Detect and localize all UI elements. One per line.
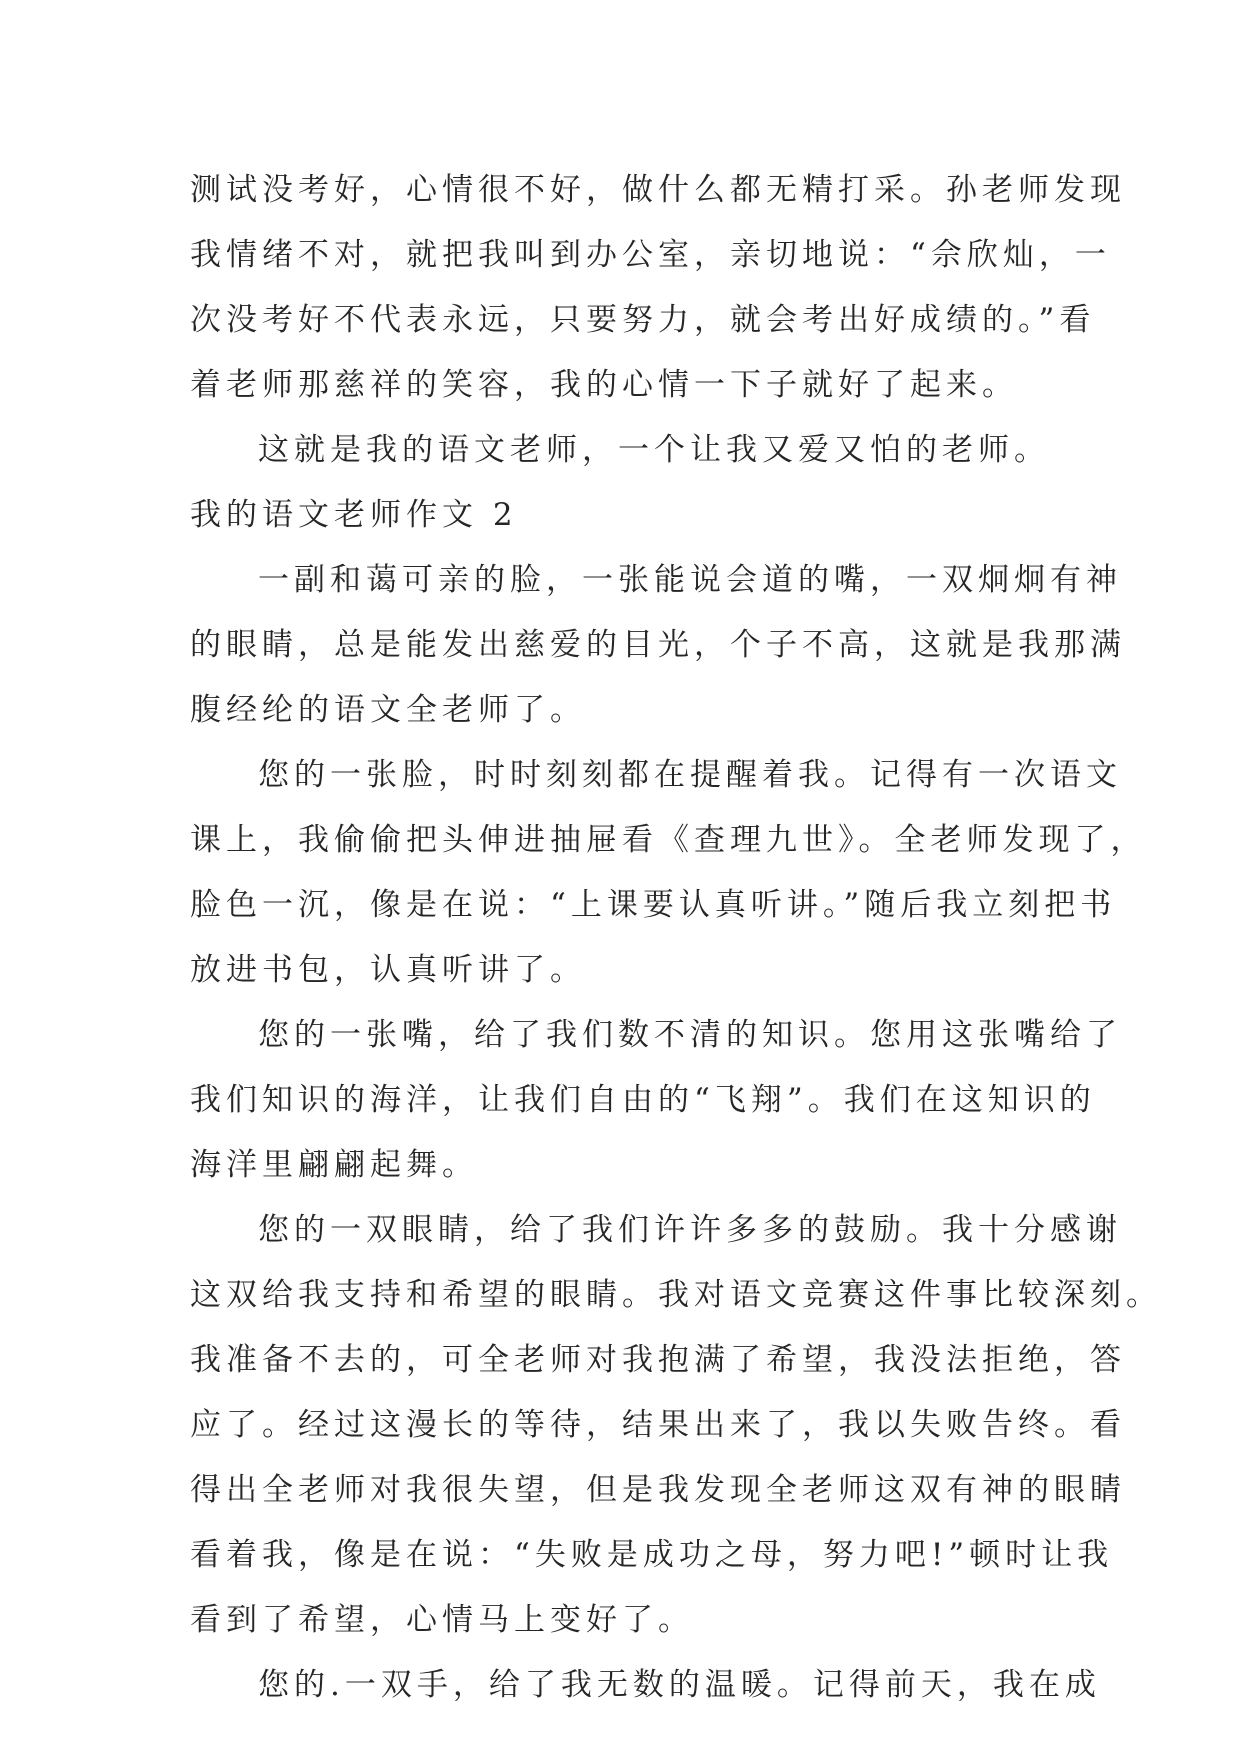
text-line: 放进书包，认真听讲了。 — [190, 952, 586, 988]
text-line: 应了。经过这漫长的等待，结果出来了，我以失败告终。看 — [190, 1407, 1126, 1443]
text-line: 一副和蔼可亲的脸，一张能说会道的嘴，一双炯炯有神 — [258, 562, 1122, 598]
text-line: 您的.一双手，给了我无数的温暖。记得前天，我在成 — [258, 1667, 1101, 1703]
text-line: 看到了希望，心情马上变好了。 — [190, 1602, 694, 1638]
section-heading: 我的语文老师作文 2 — [190, 497, 518, 533]
text-line: 着老师那慈祥的笑容，我的心情一下子就好了起来。 — [190, 367, 1018, 403]
text-line: 看着我，像是在说：“失败是成功之母，努力吧!”顿时让我 — [190, 1537, 1114, 1573]
text-line: 测试没考好，心情很不好，做什么都无精打采。孙老师发现 — [190, 172, 1126, 208]
text-line: 课上，我偷偷把头伸进抽屉看《查理九世》。全老师发现了， — [190, 822, 1147, 858]
text-line: 这双给我支持和希望的眼睛。我对语文竞赛这件事比较深刻。 — [190, 1277, 1162, 1313]
text-line: 这就是我的语文老师，一个让我又爱又怕的老师。 — [258, 432, 1050, 468]
text-line: 我情绪不对，就把我叫到办公室，亲切地说：“佘欣灿，一 — [190, 237, 1111, 273]
text-line: 您的一张脸，时时刻刻都在提醒着我。记得有一次语文 — [258, 757, 1122, 793]
text-line: 次没考好不代表永远，只要努力，就会考出好成绩的。”看 — [190, 302, 1096, 338]
text-line: 腹经纶的语文全老师了。 — [190, 692, 586, 728]
text-line: 您的一双眼睛，给了我们许许多多的鼓励。我十分感谢 — [258, 1212, 1122, 1248]
text-line: 您的一张嘴，给了我们数不清的知识。您用这张嘴给了 — [258, 1017, 1122, 1053]
text-line: 脸色一沉，像是在说：“上课要认真听讲。”随后我立刻把书 — [190, 887, 1117, 923]
text-line: 得出全老师对我很失望，但是我发现全老师这双有神的眼睛 — [190, 1472, 1126, 1508]
text-line: 我们知识的海洋，让我们自由的“飞翔”。我们在这知识的 — [190, 1082, 1096, 1118]
text-line: 海洋里翩翩起舞。 — [190, 1147, 478, 1183]
text-line: 的眼睛，总是能发出慈爱的目光，个子不高，这就是我那满 — [190, 627, 1126, 663]
essay-text — [190, 158, 1162, 1718]
text-line: 我准备不去的，可全老师对我抱满了希望，我没法拒绝，答 — [190, 1342, 1126, 1378]
